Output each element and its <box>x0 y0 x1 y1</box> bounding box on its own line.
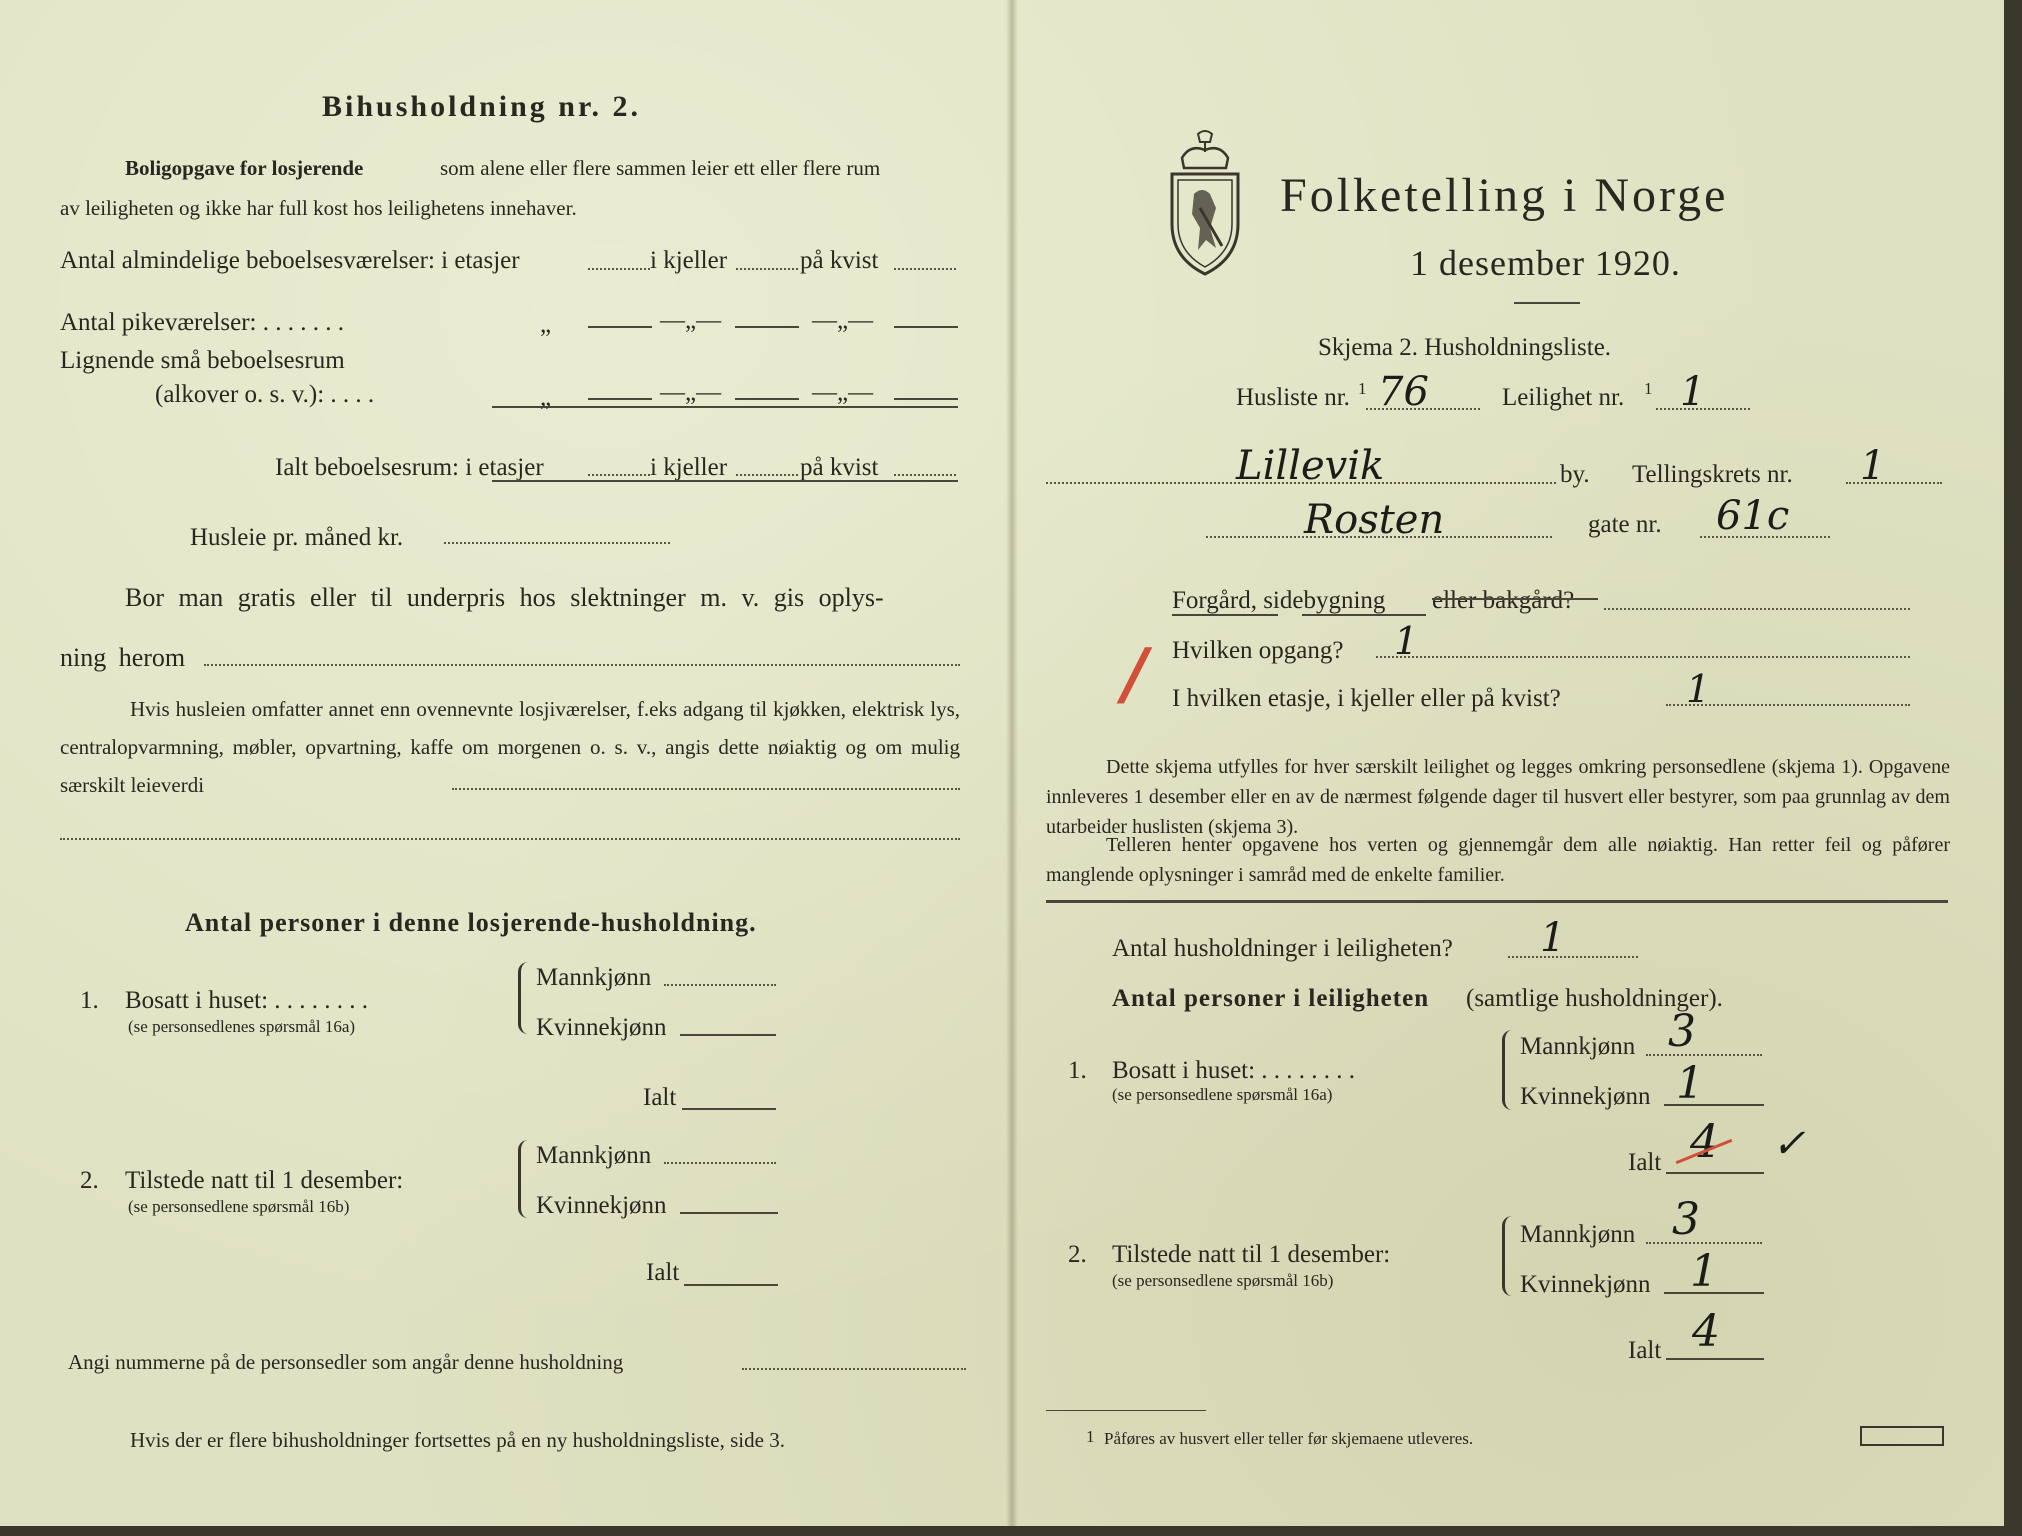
left-q1-num: 1. <box>80 987 99 1014</box>
gate-nr-field <box>1700 536 1830 538</box>
left-q2-kvinne-field <box>680 1212 778 1214</box>
hvis-paragraph: Hvis husleien omfatter annet enn ovennevnte losjiværelser, f.eks adgang til kjøkken, elektrisk lys, centralopvarmning, møbler, opvartning, kaffe om morgenen o. s. v., angis dette nøiaktig og om mulig særskilt leieverdi <box>60 697 960 797</box>
gratis-field <box>204 664 960 666</box>
pike-field-3 <box>894 326 958 328</box>
right-q1-num: 1. <box>1068 1057 1087 1084</box>
left-q1-sub: (se personsedlenes spørsmål 16a) <box>128 1017 356 1036</box>
left-footer: Hvis der er flere bihusholdninger fortsettes på en ny husholdningsliste, side 3. <box>130 1428 785 1452</box>
rooms-kvist-field <box>894 268 956 270</box>
right-q1-ialt-field <box>1666 1172 1764 1174</box>
left-q2-ialt-field <box>684 1284 778 1286</box>
sidebygning-underline <box>1302 614 1426 616</box>
page-fold <box>1006 0 1018 1536</box>
gate-value: Rosten <box>1304 497 1445 543</box>
info-paragraph-2: Telleren henter opgavene hos verten og gjennemgår dem alle nøiaktig. Han retter feil og påfører manglende oplysninger i samråd med de enkelte familier. <box>1046 834 1950 886</box>
skjema-label: Skjema 2. Husholdningsliste. <box>1318 334 1612 361</box>
opgang-value: 1 <box>1394 619 1419 663</box>
right-q1-label: Bosatt i huset: . . . . . . . . <box>1112 1057 1356 1084</box>
sum-rule <box>492 406 958 408</box>
lignende-field-1 <box>588 398 652 400</box>
gate-nr-value: 61c <box>1716 493 1790 539</box>
forgard-field <box>1604 608 1910 610</box>
pike-field-2 <box>735 326 799 328</box>
left-q1-ialt-label: Ialt <box>643 1084 677 1111</box>
bakgard-label: eller bakgård? <box>1432 587 1575 614</box>
left-q1-label: Bosatt i huset: . . . . . . . . <box>125 987 369 1014</box>
right-q2-mann-field <box>1646 1242 1762 1244</box>
right-q2-kvinne-label: Kvinnekjønn <box>1520 1271 1651 1298</box>
husholdninger-label: Antal husholdninger i leiligheten? <box>1112 935 1453 962</box>
check-mark-icon: ✓ <box>1772 1121 1806 1167</box>
right-q1-kvinne-field <box>1664 1104 1764 1106</box>
printer-stamp-icon <box>1860 1426 1944 1446</box>
pike-ditto-3: —„— <box>812 307 874 334</box>
opgang-label: Hvilken opgang? <box>1172 637 1344 664</box>
tellingskrets-label: Tellingskrets nr. <box>1632 461 1793 488</box>
right-q1-mann-field <box>1646 1054 1762 1056</box>
right-q2-num: 2. <box>1068 1241 1087 1268</box>
lignende-ditto-3: —„— <box>812 379 874 406</box>
by-value: Lillevik <box>1236 443 1385 489</box>
husleie-field <box>444 542 670 544</box>
right-q1-mann-value: 3 <box>1668 1006 1696 1057</box>
etasje-value: 1 <box>1686 667 1711 711</box>
right-q2-ialt-value: 4 <box>1692 1306 1720 1357</box>
angi-label: Angi nummerne på de personsedler som angår denne husholdning <box>68 1350 624 1374</box>
lignende-field-3 <box>894 398 958 400</box>
leilighet-footnote: 1 <box>1644 379 1653 398</box>
tellingskrets-value: 1 <box>1860 443 1886 489</box>
antal-heading-left: Antal personer i denne losjerende-husholdning. <box>185 908 757 937</box>
etasje-field <box>1666 704 1910 706</box>
rooms-label: Antal almindelige beboelsesværelser: i etasjer <box>60 247 520 274</box>
right-q1-mann-label: Mannkjønn <box>1520 1033 1636 1060</box>
intro-bold: Boligopgave for losjerende <box>125 156 364 180</box>
ialt-kjeller-label: i kjeller <box>650 454 728 481</box>
leilighet-label: Leilighet nr. <box>1502 384 1625 411</box>
right-q2-mann-value: 3 <box>1672 1194 1700 1245</box>
husholdninger-value: 1 <box>1540 915 1566 961</box>
ialt-kvist-field <box>894 474 956 476</box>
red-pencil-mark: / <box>1122 634 1147 714</box>
pike-label: Antal pikeværelser: . . . . . . . <box>60 309 344 336</box>
left-q1-mann-field <box>664 984 776 986</box>
husleie-label: Husleie pr. måned kr. <box>190 524 404 551</box>
lignende-label-2: (alkover o. s. v.): . . . . <box>155 381 375 408</box>
right-q1-ialt-value: 4 <box>1690 1114 1720 1168</box>
husliste-field <box>1366 408 1480 410</box>
rooms-kvist-label: på kvist <box>800 247 879 274</box>
footnote-rule <box>1046 1410 1206 1411</box>
angi-field <box>742 1368 966 1370</box>
left-q2-kvinne-label: Kvinnekjønn <box>536 1192 667 1219</box>
antal-heading-right: Antal personer i leiligheten <box>1112 985 1430 1012</box>
pike-field-1 <box>588 326 652 328</box>
opgang-field <box>1376 656 1910 658</box>
footnote-number: 1 <box>1086 1427 1095 1446</box>
right-date: 1 desember 1920. <box>1410 243 1681 283</box>
husholdninger-field <box>1508 956 1638 958</box>
right-q1-ialt-label: Ialt <box>1628 1149 1662 1176</box>
gate-label: gate nr. <box>1588 511 1662 538</box>
left-q2-mann-label: Mannkjønn <box>536 1142 652 1169</box>
lignende-label-1: Lignende små beboelsesrum <box>60 347 345 374</box>
ialt-etasjer-field <box>588 474 650 476</box>
by-label: by. <box>1560 461 1590 488</box>
ialt-kvist-label: på kvist <box>800 454 879 481</box>
norwegian-coat-of-arms-icon <box>1160 128 1250 276</box>
antal-heading-right-rest: (samtlige husholdninger). <box>1466 985 1723 1012</box>
right-q1-brace <box>1502 1030 1519 1110</box>
right-q2-sub: (se personsedlene spørsmål 16b) <box>1112 1271 1334 1290</box>
right-q2-brace <box>1502 1216 1519 1296</box>
by-field <box>1046 482 1556 484</box>
left-q2-ialt-label: Ialt <box>646 1259 680 1286</box>
lignende-field-2 <box>735 398 799 400</box>
leieverdi-field <box>452 788 960 790</box>
rooms-etasjer-field <box>588 268 650 270</box>
left-q2-num: 2. <box>80 1167 99 1194</box>
title-rule <box>1514 302 1580 304</box>
section-rule <box>1046 900 1948 903</box>
footnote-text: Påføres av husvert eller teller før skjemaene utleveres. <box>1104 1429 1474 1448</box>
lignende-ditto-2: —„— <box>660 379 722 406</box>
right-q2-ialt-label: Ialt <box>1628 1337 1662 1364</box>
right-title: Folketelling i Norge <box>1280 169 1729 222</box>
pike-ditto: „ <box>540 311 552 338</box>
intro-text-2: av leiligheten og ikke har full kost hos leilighetens innehaver. <box>60 196 577 220</box>
right-q2-label: Tilstede natt til 1 desember: <box>1112 1241 1391 1268</box>
gratis-text-1: Bor man gratis eller til underpris hos slektninger m. v. gis oplys- <box>125 583 884 612</box>
left-q1-kvinne-label: Kvinnekjønn <box>536 1014 667 1041</box>
right-q2-ialt-field <box>1666 1358 1764 1360</box>
husliste-footnote: 1 <box>1358 379 1367 398</box>
tellingskrets-field <box>1846 482 1942 484</box>
pike-ditto-2: —„— <box>660 307 722 334</box>
left-q2-sub: (se personsedlene spørsmål 16b) <box>128 1197 350 1216</box>
left-q2-label: Tilstede natt til 1 desember: <box>125 1167 404 1194</box>
right-q2-kvinne-field <box>1664 1292 1764 1294</box>
right-q1-sub: (se personsedlene spørsmål 16a) <box>1112 1085 1333 1104</box>
left-title: Bihusholdning nr. 2. <box>322 90 642 123</box>
rooms-kjeller-label: i kjeller <box>650 247 728 274</box>
leilighet-field <box>1656 408 1750 410</box>
ialt-kjeller-field <box>736 474 798 476</box>
left-q1-mann-label: Mannkjønn <box>536 964 652 991</box>
gratis-text-2: ning herom <box>60 643 186 672</box>
left-q1-kvinne-field <box>680 1034 776 1036</box>
right-q1-kvinne-value: 1 <box>1676 1058 1704 1109</box>
leilighet-value: 1 <box>1680 369 1706 415</box>
left-q2-brace <box>518 1140 535 1218</box>
gate-field <box>1206 536 1552 538</box>
left-q1-ialt-field <box>682 1108 776 1110</box>
right-q2-kvinne-value: 1 <box>1690 1246 1718 1297</box>
scan-edge-bottom <box>0 1526 2022 1536</box>
lignende-ditto: „ <box>540 384 552 411</box>
etasje-label: I hvilken etasje, i kjeller eller på kvist? <box>1172 685 1561 712</box>
husliste-label: Husliste nr. <box>1236 384 1350 411</box>
bakgard-strike <box>1432 598 1598 600</box>
leieverdi-field-2 <box>60 838 960 840</box>
intro-text-1: som alene eller flere sammen leier ett eller flere rum <box>440 156 881 180</box>
left-q2-mann-field <box>664 1162 776 1164</box>
rooms-kjeller-field <box>736 268 798 270</box>
info-paragraph-1: Dette skjema utfylles for hver særskilt leilighet og legges omkring personsedlene (skjema 1). Opgavene innleveres 1 desember eller en av de nærmest følgende dager til husvert eller bestyrer, som paa grunnlag av dem utarbeider huslisten (skjema 3). <box>1046 756 1950 838</box>
scan-edge <box>2004 0 2022 1536</box>
forgard-label: Forgård, sidebygning <box>1172 587 1386 614</box>
husliste-value: 76 <box>1378 369 1429 415</box>
ialt-rooms-label: Ialt beboelsesrum: i etasjer <box>275 454 544 481</box>
forgard-underline <box>1172 614 1278 616</box>
left-q1-brace <box>518 962 535 1034</box>
right-q1-kvinne-label: Kvinnekjønn <box>1520 1083 1651 1110</box>
ialt-rule <box>492 480 958 482</box>
right-q2-mann-label: Mannkjønn <box>1520 1221 1636 1248</box>
